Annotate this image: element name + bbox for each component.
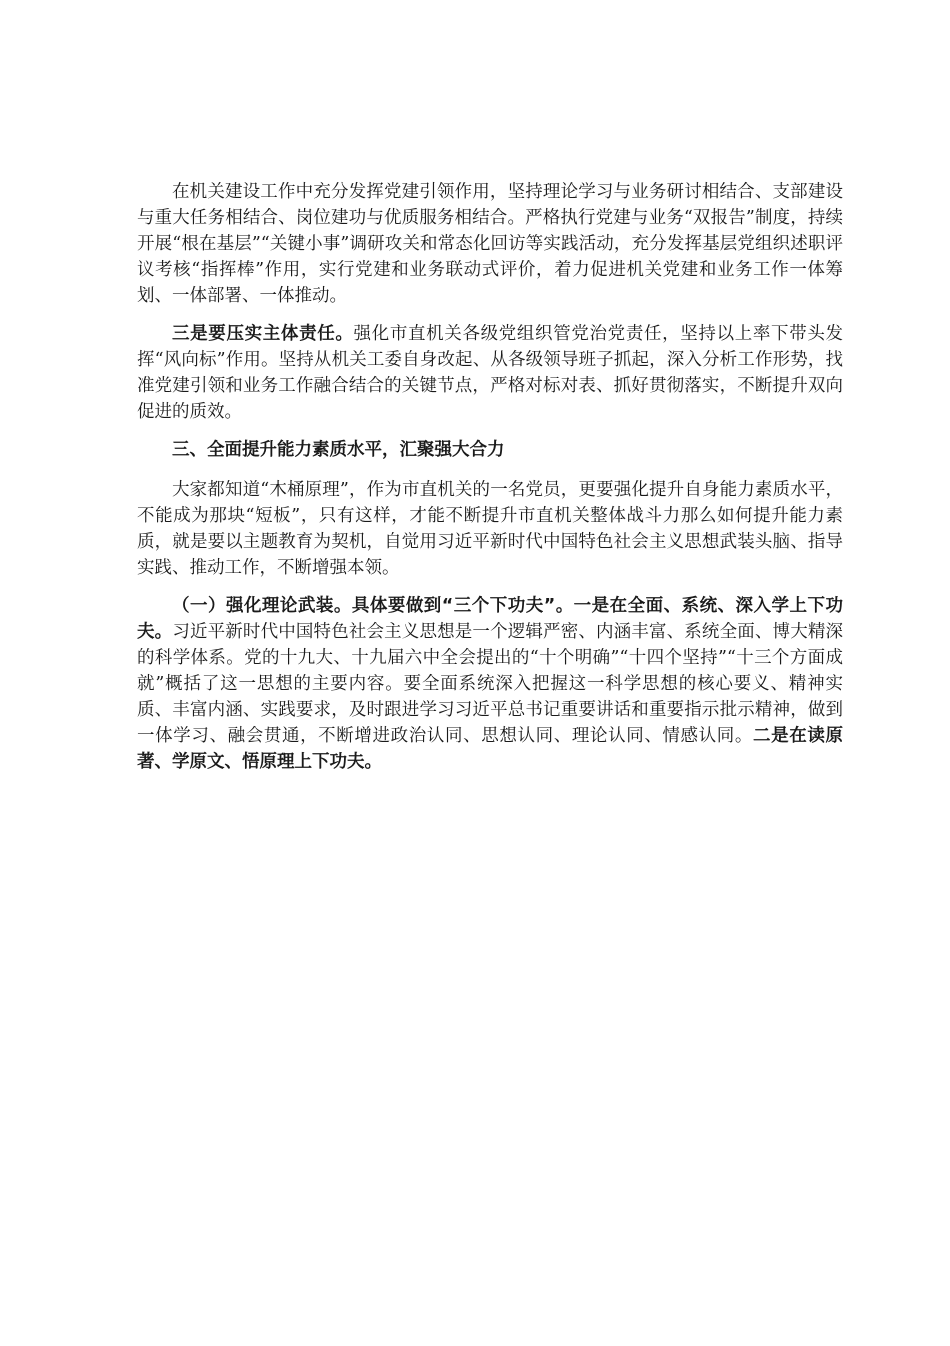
paragraph-main-responsibility	[137, 321, 843, 425]
paragraph-lead-bold: （一）强化理论武装。具体要做到“三个下功夫”。一是在全面、系统、深入学上下功夫。	[137, 596, 843, 642]
paragraph-text: 强化市直机关各级党组织管党治党责任，坚持以上率下带头发挥“风向标”作用。坚持从机关工委自身改起、从各级领导班子抓起，深入分析工作形势，找准党建引领和业务工作融合结合的关键节点，严格对标对表、抓好贯彻落实，不断提升双向促进的质效。	[137, 324, 844, 422]
document-body	[137, 179, 843, 787]
paragraph-theory-armament	[137, 593, 843, 775]
paragraph-text: 大家都知道“木桶原理”，作为市直机关的一名党员，更要强化提升自身能力素质水平，不能成为那块“短板”，只有这样，才能不断提升市直机关整体战斗力那么如何提升能力素质，就是要以主题教育为契机，自觉用习近平新时代中国特色社会主义思想武装头脑、指导实践、推动工作，不断增强本领。	[137, 480, 843, 578]
paragraph-text: 在机关建设工作中充分发挥党建引领作用，坚持理论学习与业务研讨相结合、支部建设与重大任务相结合、岗位建功与优质服务相结合。严格执行党建与业务“双报告”制度，持续开展“根在基层”“关键小事”调研攻关和常态化回访等实践活动，充分发挥基层党组织述职评议考核“指挥棒”作用，实行党建和业务联动式评价，着力促进机关党建和业务工作一体筹划、一体部署、一体推动。	[137, 182, 843, 306]
paragraph-party-building-integration	[137, 179, 843, 309]
section-heading-text: 三、全面提升能力素质水平，汇聚强大合力	[172, 440, 505, 460]
section-heading-three	[137, 437, 843, 463]
paragraph-text: 习近平新时代中国特色社会主义思想是一个逻辑严密、内涵丰富、系统全面、博大精深的科学体系。党的十九大、十九届六中全会提出的“十个明确”“十四个坚持”“十三个方面成就”概括了这一思想的主要内容。要全面系统深入把握这一科学思想的核心要义、精神实质、丰富内涵、实践要求，及时跟进学习习近平总书记重要讲话和重要指示批示精神，做到一体学习、融会贯通，不断增进政治认同、思想认同、理论认同、情感认同。	[137, 622, 844, 746]
paragraph-tail-bold: 二是在读原著、学原文、悟原理上下功夫。	[137, 726, 844, 772]
paragraph-barrel-principle	[137, 477, 843, 581]
paragraph-lead-bold: 三是要压实主体责任。	[172, 324, 354, 344]
